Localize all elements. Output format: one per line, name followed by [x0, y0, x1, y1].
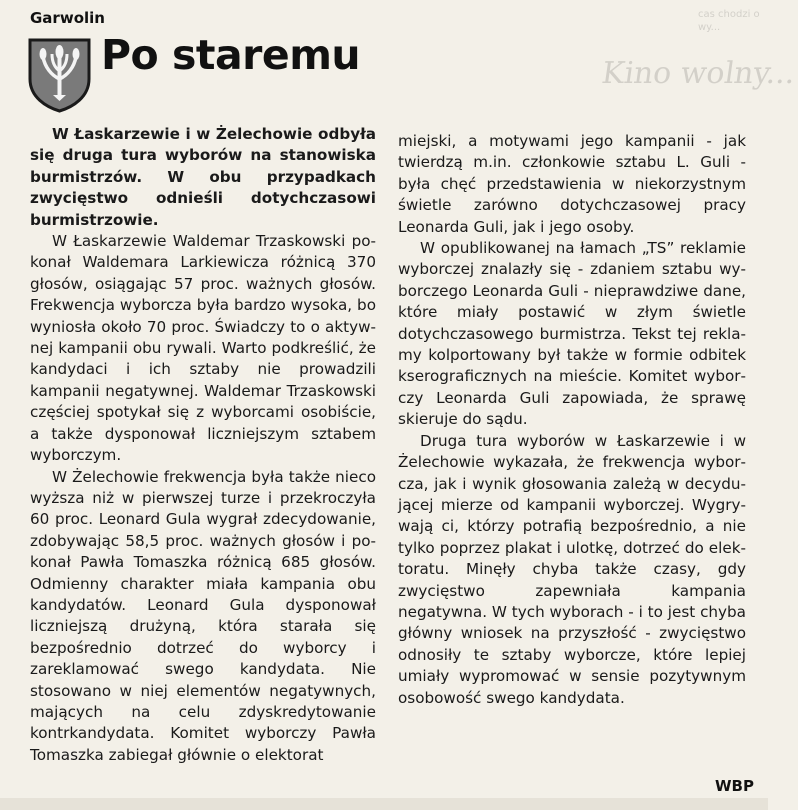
article-column-right [398, 131, 746, 709]
bleed-through-line: Kino wolny... [599, 56, 798, 91]
article-paragraph: W Łaskarzewie Waldemar Trzaskowski pokonał Waldemara Larkiewicza różnicą 370 głosów, osiągając 57 proc. ważnych głosów. Frekwencja wyborcza była bardzo wysoka, bo wyniosła około 70 proc. Świadczy to o aktywnej kampanii obu rywali. Warto podkreślić, że kandydaci i ich sztaby nie prowadzili kampanii negatywnej. Waldemar Trzaskowski częściej spotykał się z wyborcami osobiście, a także dysponował liczniejszym sztabem wyborczym. [30, 232, 376, 465]
article-paragraph: miejski, a motywami jego kampanii - jak twierdzą m.in. członkowie sztabu L. Guli - była chęć przedstawienia w niekorzystnym świetle zarówno dotychczasowej pracy Leonarda Guli, jak i jego osoby. [398, 132, 746, 236]
article-column-left [30, 124, 376, 766]
page-edge [0, 798, 768, 810]
bleed-through-text [588, 0, 798, 120]
article-paragraph: Druga tura wyborów w Łaskarzewie i w Żelechowie wykazała, że frekwencja wyborcza, jak i wynik głosowania zależą w decydującej mierze od kampanii wyborczej. Wygrywają ci, którzy potrafią bezpośrednio, a nie tylko poprzez plakat i ulotkę, dotrzeć do elektoratu. Minęły chyba także czasy, gdy zwycięstwo zapewniała kampania negatywna. W tych wyborach - i to jest chyba główny wniosek na przyszłość - zwycięstwo odnosiły te sztaby wyborcze, które lepiej umiały wypromować w sensie pozytywnym osobowość swego kandydata. [398, 431, 746, 707]
article-paragraph: W Żelechowie frekwencja była także nieco wyższa niż w pierwszej turze i przekroczyła 60 proc. Leonard Gula wygrał zdecydowanie, zdobywając 58,5 proc. ważnych głosów i pokonał Pawła Tomaszka różnicą 685 głosów. Odmienny charakter miała kampania obu kandydatów. Leonard Gula dysponował liczniejszą drużyną, która starała się bezpośrednio dotrzeć do wyborcy i zareklamować swego kandydata. Nie stosowano w niej elementów negatywnych, mających na celu zdyskredytowanie kontrkandydata. Komitet wyborczy Pawła Tomaszka zabiegał głównie o elektorat [30, 467, 376, 764]
article-paragraph: W opublikowanej na łamach „TS” reklamie wyborczej znalazły się - zdaniem sztabu wyborczego Leonarda Guli - nieprawdziwe dane, które miały postawić w złym świetle dotychczasowego burmistrza. Tekst tej reklamy kolportowany był także w formie odbitek kserograficznych na mieście. Komitet wyborczy Leonarda Guli zapowiada, że sprawę skieruje do sądu. [398, 239, 746, 429]
author-signature: WBP [715, 777, 754, 795]
section-label: Garwolin [30, 9, 105, 27]
coat-of-arms-icon [27, 37, 92, 113]
bleed-through-line: cas chodzi o wy... [698, 9, 760, 33]
article-lead: W Łaskarzewie i w Żelechowie odbyła się druga tura wyborów na stanowiska burmistrzów. W obu przypadkach zwycięstwo odnieśli dotychczasowi burmistrzowie. [30, 125, 376, 229]
article-headline: Po staremu [101, 31, 361, 79]
